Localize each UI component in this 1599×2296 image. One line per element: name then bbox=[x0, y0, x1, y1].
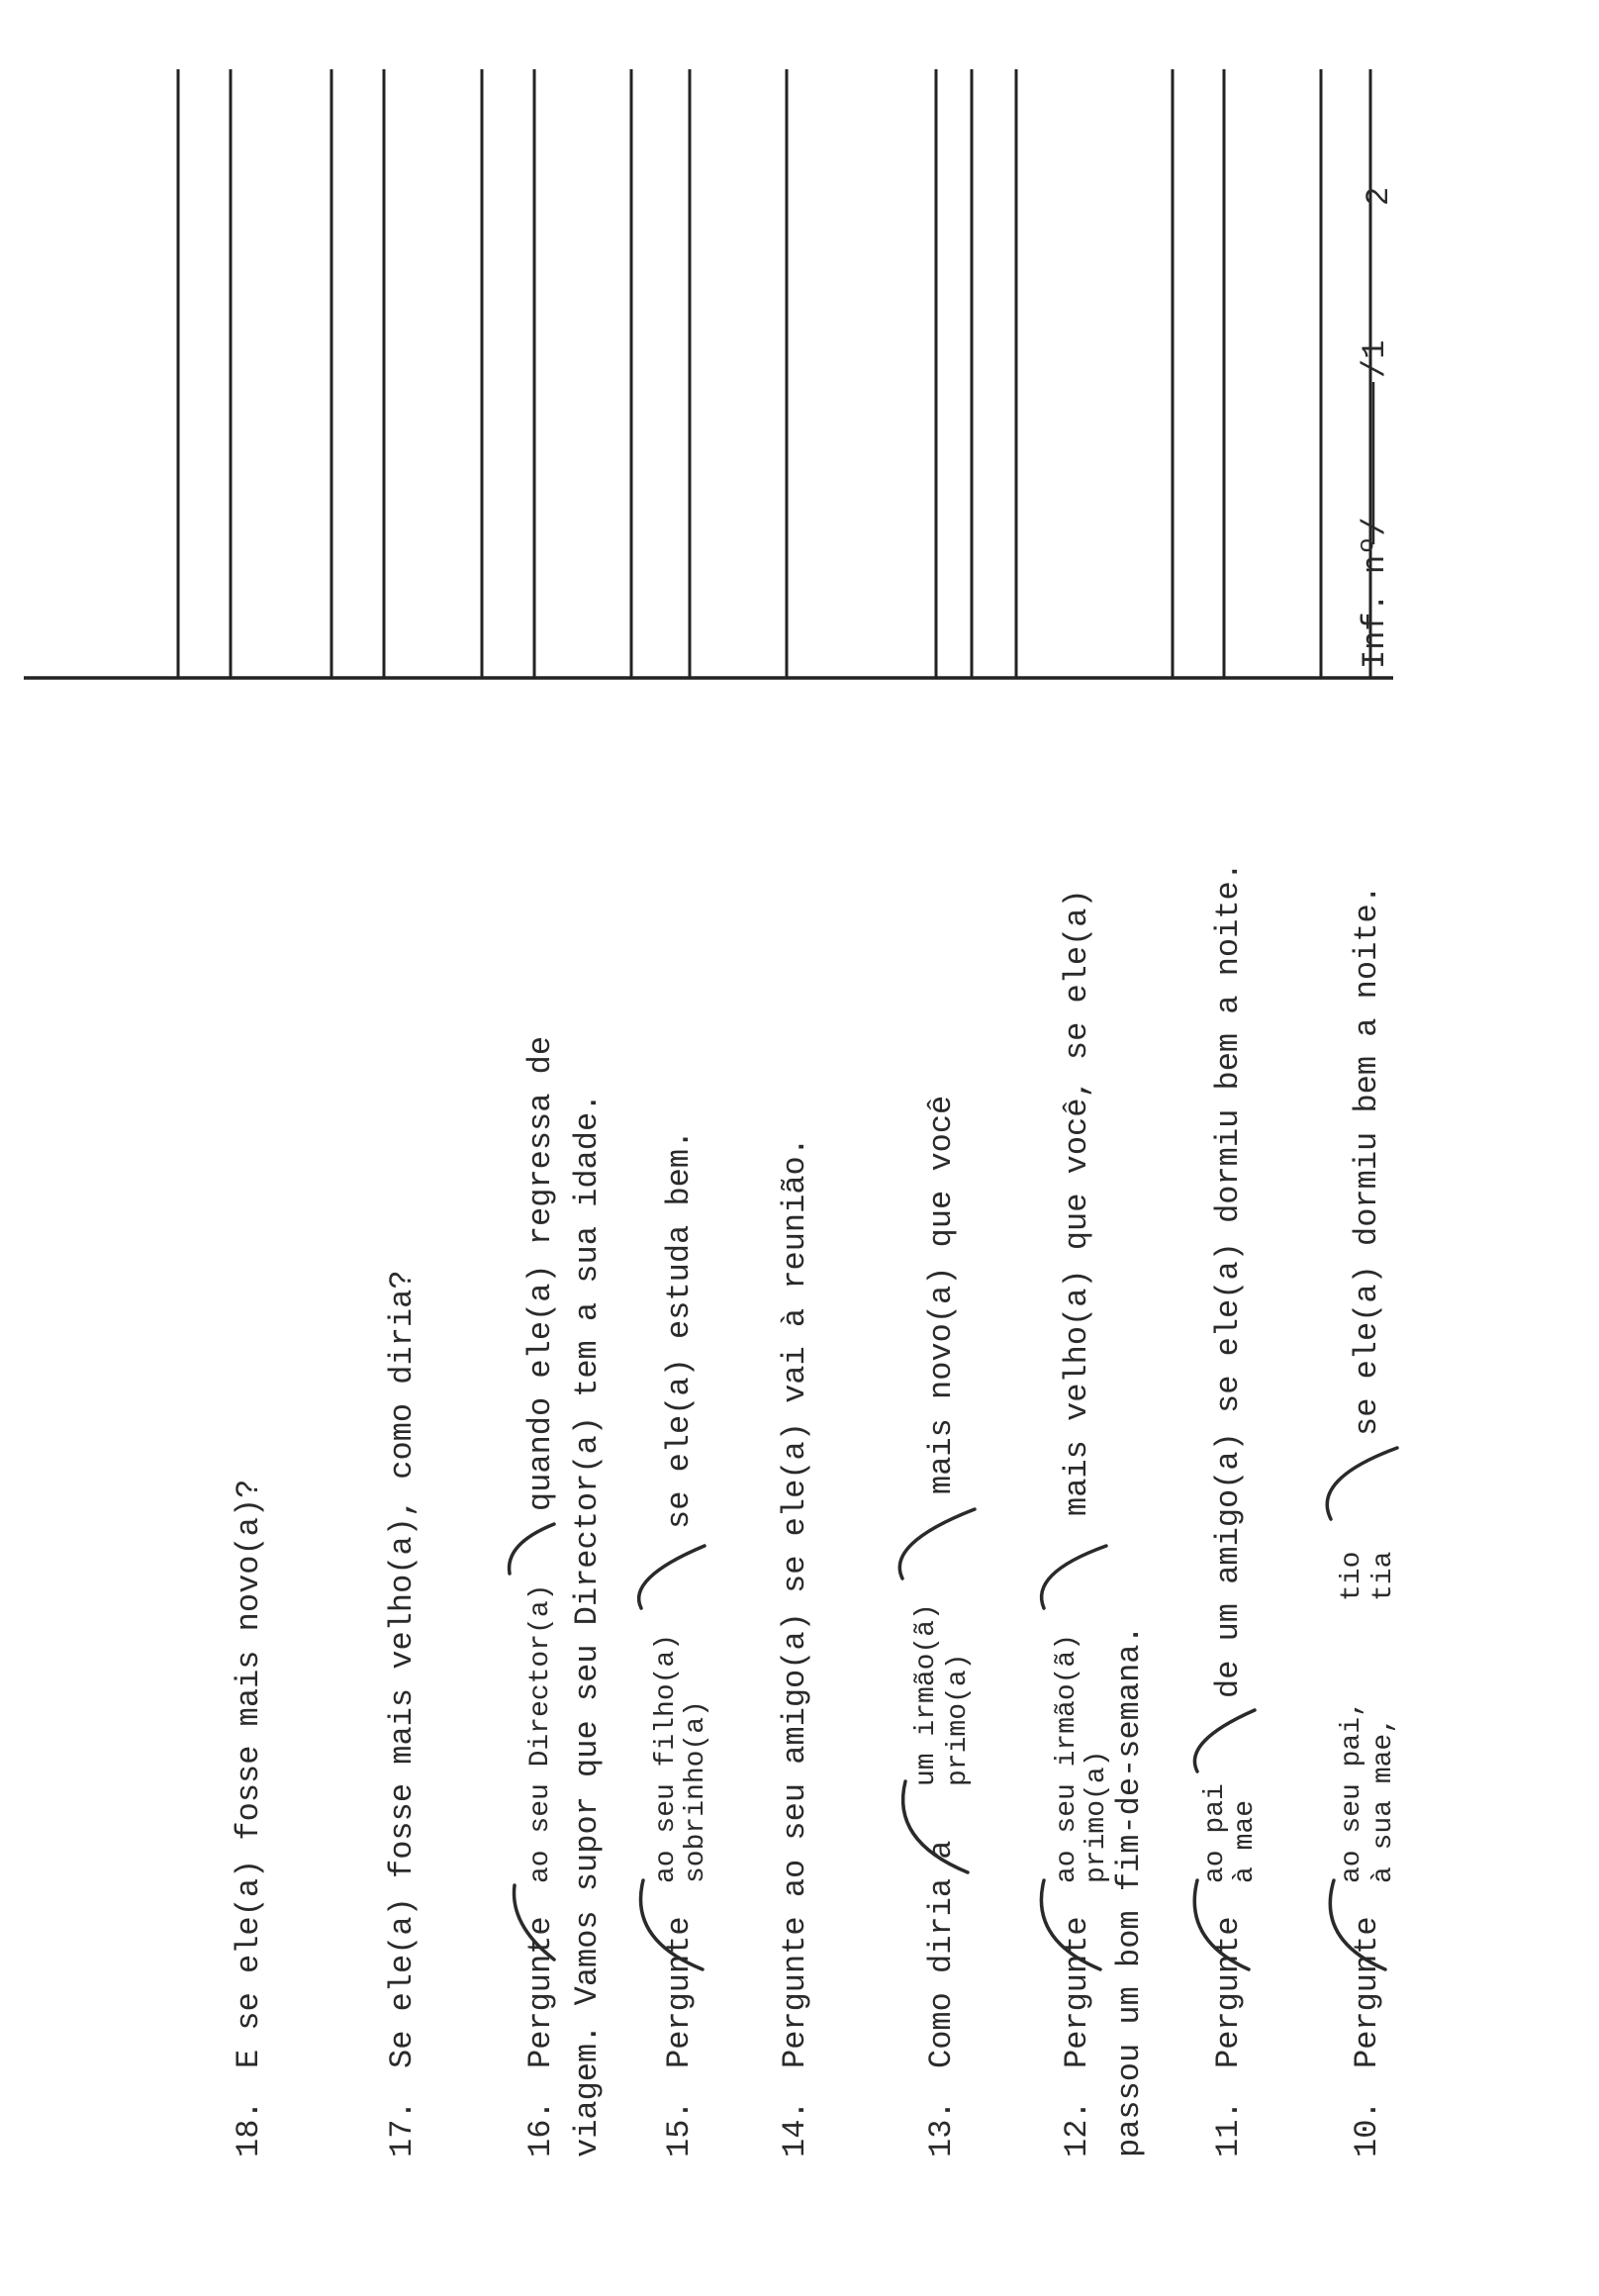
question-number: 13. bbox=[923, 2100, 960, 2157]
paren-close bbox=[639, 1546, 705, 1608]
question-lead: Pergunte bbox=[1059, 1916, 1095, 2068]
question-number: 14. bbox=[777, 2100, 813, 2157]
paren-close bbox=[1327, 1448, 1397, 1519]
option-bottom: primo(a) bbox=[943, 1653, 974, 1786]
question-12 bbox=[1041, 889, 1148, 2157]
question-lead: Pergunte bbox=[661, 1916, 698, 2068]
option-top: ao seu Director(a) bbox=[525, 1583, 556, 1883]
option-top: ao seu irmão(ã) bbox=[1052, 1633, 1082, 1883]
question-14 bbox=[777, 1137, 813, 2157]
question-lead: Pergunte bbox=[1210, 1916, 1247, 2068]
paren-close bbox=[1194, 1710, 1255, 1771]
paren-close bbox=[1042, 1546, 1106, 1608]
option-top: um irmão(ã) bbox=[911, 1603, 942, 1786]
question-continuation: passou um bom fim-de-semana. bbox=[1111, 1625, 1148, 2157]
question-18 bbox=[231, 1480, 267, 2157]
informant-number-label: Inf. nº/ bbox=[1357, 517, 1393, 669]
question-rest: mais novo(a) que você bbox=[923, 1095, 960, 1494]
option-top: ao seu filho(a) bbox=[651, 1633, 682, 1883]
question-13 bbox=[899, 1096, 975, 2157]
question-number: 18. bbox=[231, 2100, 267, 2157]
informant-sheet-suffix: /1 bbox=[1357, 339, 1393, 378]
question-lead: Pergunte bbox=[522, 1916, 559, 2068]
option-bottom: à mae bbox=[1230, 1799, 1261, 1883]
question-lead: Pergunte bbox=[1349, 1916, 1385, 2068]
informant-header bbox=[1357, 187, 1397, 669]
question-rest: mais velho(a) que você, se ele(a) bbox=[1059, 889, 1095, 1516]
question-lead: Como diria a bbox=[923, 1840, 960, 2068]
option-bottom: primo(a) bbox=[1082, 1750, 1112, 1883]
question-text: Se ele(a) fosse mais velho(a), como diria? bbox=[384, 1270, 421, 2068]
question-text: E se ele(a) fosse mais novo(a)? bbox=[231, 1479, 267, 2068]
paren-close bbox=[510, 1524, 554, 1574]
question-number: 16. bbox=[522, 2100, 559, 2157]
question-rest: se ele(a) dormiu bem a noite. bbox=[1349, 885, 1385, 1436]
question-rest: quando ele(a) regressa de bbox=[522, 1035, 559, 1511]
question-number: 17. bbox=[384, 2100, 421, 2157]
paren-close bbox=[899, 1509, 975, 1578]
question-number: 15. bbox=[661, 2100, 698, 2157]
question-continuation: viagem. Vamos supor que seu Director(a) tem a sua idade. bbox=[569, 1093, 606, 2157]
question-rest: de um amigo(a) se ele(a) dormiu bem a noite. bbox=[1210, 862, 1247, 1698]
question-17 bbox=[384, 1270, 421, 2157]
option-top-2: tio bbox=[1337, 1551, 1367, 1601]
page-number: 2 bbox=[1361, 186, 1397, 206]
question-number: 11. bbox=[1210, 2100, 1247, 2157]
option-top: ao seu pai, bbox=[1337, 1700, 1367, 1883]
option-top: ao pai bbox=[1200, 1783, 1231, 1883]
question-16 bbox=[510, 1036, 606, 2157]
option-bottom: sobrinho(a) bbox=[681, 1700, 711, 1883]
question-rest: se ele(a) estuda bem. bbox=[661, 1129, 698, 1529]
question-number: 10. bbox=[1349, 2100, 1385, 2157]
option-bottom: à sua mae, bbox=[1368, 1716, 1399, 1883]
question-15 bbox=[639, 1130, 711, 2157]
question-11 bbox=[1194, 862, 1261, 2157]
question-10 bbox=[1327, 885, 1399, 2157]
answer-grid bbox=[24, 69, 1393, 678]
question-text: Pergunte ao seu amigo(a) se ele(a) vai à reunião. bbox=[777, 1137, 813, 2068]
question-number: 12. bbox=[1059, 2100, 1095, 2157]
option-bottom-2: tia bbox=[1368, 1551, 1399, 1601]
